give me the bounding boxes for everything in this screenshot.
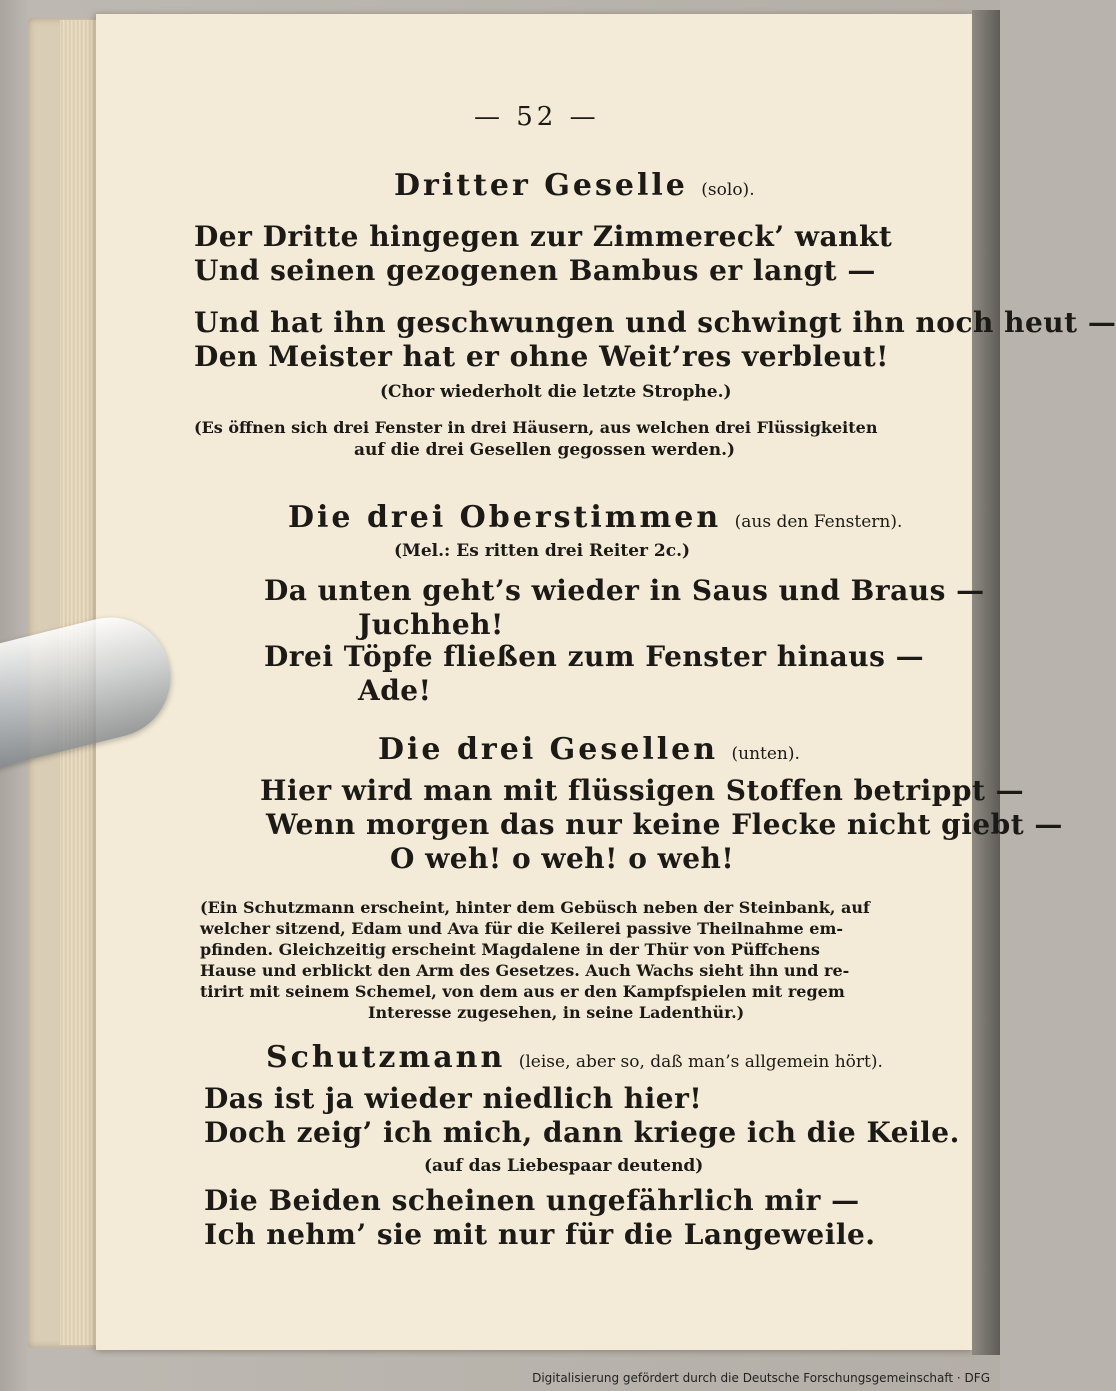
speaker-note: (unten).: [731, 744, 800, 764]
speaker-heading: [394, 168, 755, 203]
scan-right-edge: [972, 10, 1000, 1355]
verse-line: Wenn morgen das nur keine Flecke nicht giebt —: [266, 808, 1063, 841]
speaker-heading: [288, 500, 902, 535]
melody-note: (Mel.: Es ritten drei Reiter 2c.): [394, 541, 691, 561]
stage-direction: Interesse zugesehen, in seine Ladenthür.): [368, 1003, 745, 1022]
page-number: — 52 —: [474, 102, 600, 132]
stage-direction: welcher sitzend, Edam und Ava für die Keilerei passive Theilnahme em-: [200, 919, 844, 938]
stage-direction: auf die drei Gesellen gegossen werden.): [354, 440, 736, 460]
verse-line: Ich nehm’ sie mit nur für die Langeweile.: [204, 1218, 876, 1251]
verse-line: Juchheh!: [358, 608, 504, 641]
verse-line: Die Beiden scheinen ungefährlich mir —: [204, 1184, 860, 1217]
verse-line: Drei Töpfe fließen zum Fenster hinaus —: [264, 640, 925, 673]
speaker-note: (solo).: [701, 180, 755, 200]
stage-direction: tirirt mit seinem Schemel, von dem aus er den Kampfspielen mit regem: [200, 982, 845, 1001]
stage-direction: (Chor wiederholt die letzte Strophe.): [380, 382, 732, 402]
verse-line: Der Dritte hingegen zur Zimmereck’ wankt: [194, 220, 893, 253]
speaker-heading: [378, 732, 800, 767]
stage-direction: (auf das Liebespaar deutend): [424, 1156, 704, 1176]
verse-line: O weh! o weh! o weh!: [390, 842, 735, 875]
speaker-name: Schutzmann: [266, 1040, 506, 1075]
verse-line: Und seinen gezogenen Bambus er langt —: [194, 254, 876, 287]
stage-direction: (Ein Schutzmann erscheint, hinter dem Gebüsch neben der Steinbank, auf: [200, 898, 870, 917]
speaker-note: (aus den Fenstern).: [734, 512, 903, 532]
verse-line: Hier wird man mit flüssigen Stoffen betrippt —: [260, 774, 1025, 807]
stage-direction: Hause und erblickt den Arm des Gesetzes. Auch Wachs sieht ihn und re-: [200, 961, 850, 980]
verse-line: Da unten geht’s wieder in Saus und Braus —: [264, 574, 985, 607]
speaker-note: (leise, aber so, daß man’s allgemein hört).: [518, 1052, 883, 1072]
verse-line: Den Meister hat er ohne Weit’res verbleut!: [194, 340, 889, 373]
stage-direction: pfinden. Gleichzeitig erscheint Magdalene in der Thür von Püffchens: [200, 940, 820, 959]
stage-direction: (Es öffnen sich drei Fenster in drei Häusern, aus welchen drei Flüssigkeiten: [194, 418, 878, 437]
speaker-name: Dritter Geselle: [394, 168, 688, 203]
speaker-name: Die drei Gesellen: [378, 732, 719, 767]
verse-line: Doch zeig’ ich mich, dann kriege ich die Keile.: [204, 1116, 960, 1149]
page-content: [96, 14, 1116, 1350]
verse-line: Und hat ihn geschwungen und schwingt ihn noch heut —: [194, 306, 1116, 339]
speaker-name: Die drei Oberstimmen: [288, 500, 722, 535]
digitization-footer: Digitalisierung gefördert durch die Deutsche Forschungsgemeinschaft · DFG: [532, 1371, 990, 1385]
speaker-heading: [266, 1040, 883, 1075]
verse-line: Das ist ja wieder niedlich hier!: [204, 1082, 703, 1115]
verse-line: Ade!: [358, 674, 432, 707]
